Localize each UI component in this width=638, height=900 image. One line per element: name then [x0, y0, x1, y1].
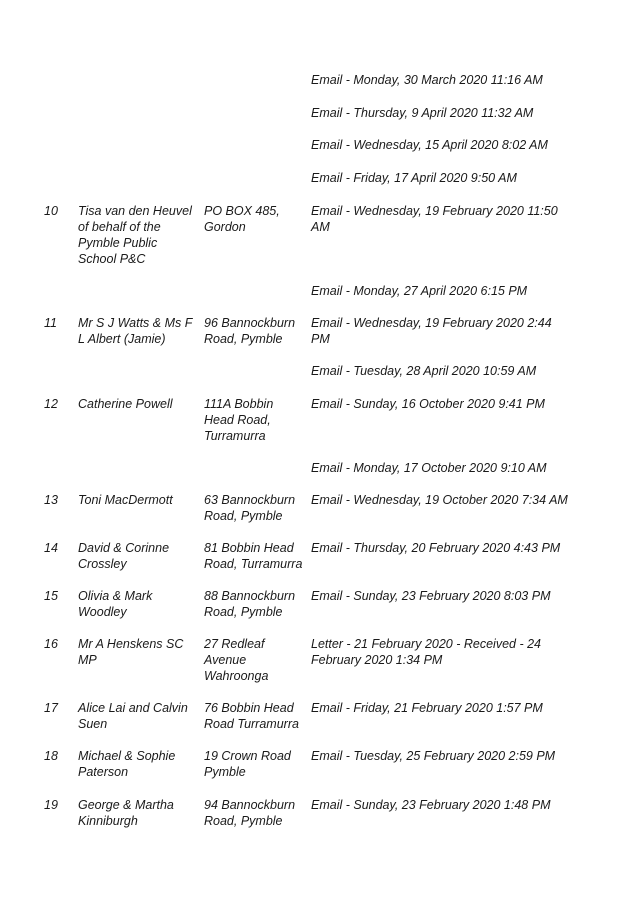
submitter-address: 63 Bannockburn Road, Pymble: [204, 493, 296, 523]
correspondence-entry: Email - Monday, 30 March 2020 11:16 AM: [311, 73, 543, 87]
row-number: 19: [44, 798, 58, 812]
correspondence-entry: Email - Thursday, 9 April 2020 11:32 AM: [311, 106, 534, 120]
submitter-name: Michael & Sophie Paterson: [78, 749, 176, 779]
submitter-address: 94 Bannockburn Road, Pymble: [204, 798, 296, 828]
correspondence-entry: Email - Wednesday, 19 October 2020 7:34 AM: [311, 493, 568, 507]
submitter-address: 96 Bannockburn Road, Pymble: [204, 316, 296, 346]
correspondence-entry: Email - Friday, 17 April 2020 9:50 AM: [311, 171, 517, 185]
correspondence-entry: Email - Friday, 21 February 2020 1:57 PM: [311, 701, 543, 715]
submitter-address: PO BOX 485, Gordon: [204, 204, 280, 234]
submitter-name: David & Corinne Crossley: [78, 541, 170, 571]
row-number: 12: [44, 397, 58, 411]
submitter-name: Toni MacDermott: [78, 493, 173, 507]
row-number: 16: [44, 637, 58, 651]
correspondence-entry: Email - Sunday, 23 February 2020 8:03 PM: [311, 589, 551, 603]
submitter-name: Olivia & Mark Woodley: [78, 589, 153, 619]
submitter-address: 19 Crown Road Pymble: [204, 749, 291, 779]
correspondence-entry: Email - Wednesday, 19 February 2020 11:50 AM: [311, 204, 558, 234]
correspondence-entry: Email - Sunday, 16 October 2020 9:41 PM: [311, 397, 545, 411]
submitter-name: Mr S J Watts & Ms F L Albert (Jamie): [78, 316, 193, 346]
row-number: 10: [44, 204, 58, 218]
correspondence-entry: Email - Monday, 17 October 2020 9:10 AM: [311, 461, 547, 475]
submitter-address: 27 Redleaf Avenue Wahroonga: [204, 637, 269, 683]
submitter-address: 81 Bobbin Head Road, Turramurra: [204, 541, 303, 571]
correspondence-entry: Email - Tuesday, 28 April 2020 10:59 AM: [311, 364, 537, 378]
submitter-name: Mr A Henskens SC MP: [78, 637, 184, 667]
correspondence-entry: Email - Tuesday, 25 February 2020 2:59 PM: [311, 749, 556, 763]
correspondence-entry: Email - Sunday, 23 February 2020 1:48 PM: [311, 798, 551, 812]
correspondence-entry: Email - Wednesday, 15 April 2020 8:02 AM: [311, 138, 548, 152]
submitter-name: Alice Lai and Calvin Suen: [78, 701, 188, 731]
submitter-name: Catherine Powell: [78, 397, 173, 411]
submitter-address: 111A Bobbin Head Road, Turramurra: [204, 397, 274, 443]
correspondence-entry: Email - Monday, 27 April 2020 6:15 PM: [311, 284, 528, 298]
row-number: 14: [44, 541, 58, 555]
correspondence-entry: Letter - 21 February 2020 - Received - 24 February 2020 1:34 PM: [311, 637, 541, 667]
correspondence-entry: Email - Wednesday, 19 February 2020 2:44 PM: [311, 316, 552, 346]
submitter-name: Tisa van den Heuvel of behalf of the Pymble Public School P&C: [78, 204, 192, 266]
row-number: 18: [44, 749, 58, 763]
submitter-name: George & Martha Kinniburgh: [78, 798, 174, 828]
submitter-address: 88 Bannockburn Road, Pymble: [204, 589, 296, 619]
correspondence-entry: Email - Thursday, 20 February 2020 4:43 PM: [311, 541, 561, 555]
row-number: 13: [44, 493, 58, 507]
submitter-address: 76 Bobbin Head Road Turramurra: [204, 701, 299, 731]
row-number: 11: [44, 316, 57, 330]
row-number: 17: [44, 701, 58, 715]
row-number: 15: [44, 589, 58, 603]
